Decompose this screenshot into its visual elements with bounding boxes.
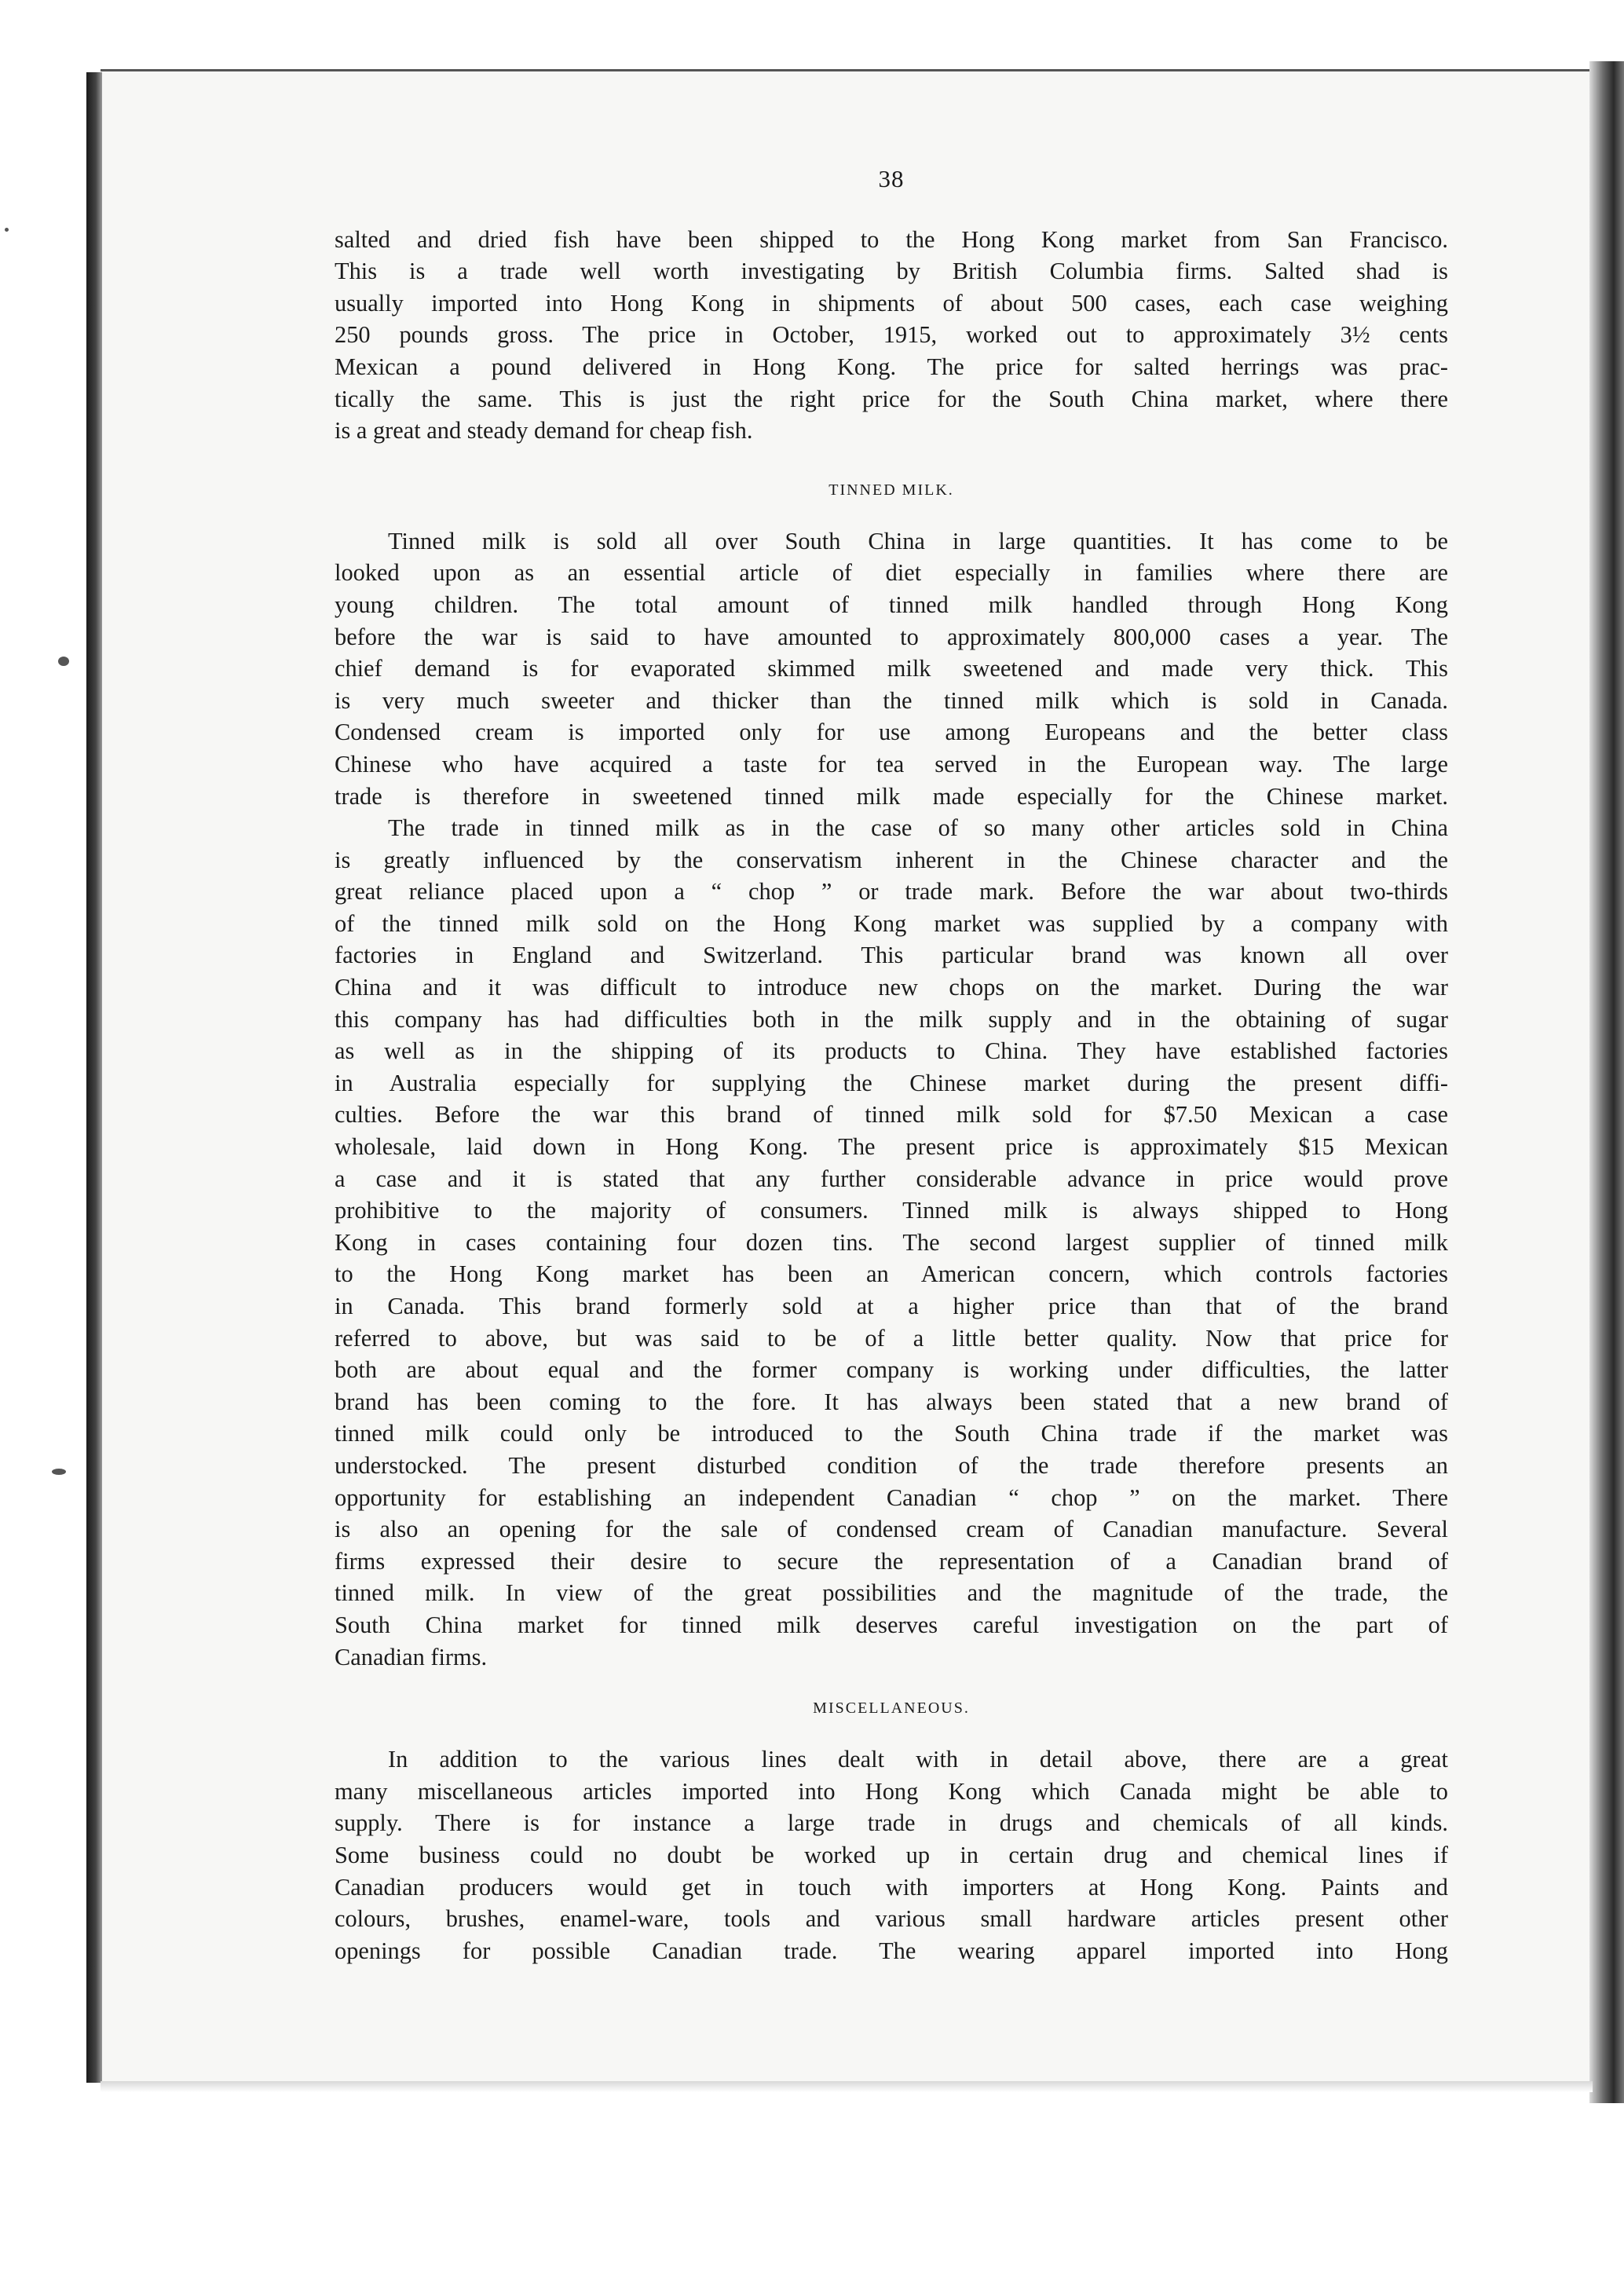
text-line: brand has been coming to the fore. It has always been stated that a new brand of xyxy=(335,1388,1448,1415)
text-line: Mexican a pound delivered in Hong Kong. The price for salted herrings was prac- xyxy=(335,353,1448,380)
text-line: young children. The total amount of tinned milk handled through Hong Kong xyxy=(335,591,1448,618)
page-text xyxy=(335,163,1448,1967)
text-line: Some business could no doubt be worked up in certain drug and chemical lines if xyxy=(335,1841,1448,1868)
text-line: culties. Before the war this brand of tinned milk sold for $7.50 Mexican a case xyxy=(335,1101,1448,1129)
text-line: is also an opening for the sale of condensed cream of Canadian manufacture. Several xyxy=(335,1516,1448,1543)
scan-left-border xyxy=(86,72,102,2083)
scan-bottom-shadow xyxy=(101,2081,1593,2092)
text-line: chief demand is for evaporated skimmed milk sweetened and made very thick. This xyxy=(335,655,1448,682)
text-line: tically the same. This is just the right price for the South China market, where there xyxy=(335,385,1448,412)
scan-speck xyxy=(52,1469,66,1475)
text-line: opportunity for establishing an independent Canadian “ chop ” on the market. There xyxy=(335,1484,1448,1511)
text-line: colours, brushes, enamel-ware, tools and various small hardware articles present other xyxy=(335,1905,1448,1933)
text-line: prohibitive to the majority of consumers. Tinned milk is always shipped to Hong xyxy=(335,1197,1448,1224)
text-line: Chinese who have acquired a taste for tea served in the European way. The large xyxy=(335,750,1448,777)
miscellaneous-paragraph xyxy=(335,1743,1448,1967)
page-number: 38 xyxy=(878,165,905,192)
text-line: looked upon as an essential article of diet especially in families where there are xyxy=(335,559,1448,587)
text-line: trade is therefore in sweetened tinned milk made especially for the Chinese market. xyxy=(335,782,1448,810)
section-heading-tinned-milk: TINNED MILK. xyxy=(828,481,954,499)
text-line: of the tinned milk sold on the Hong Kong market was supplied by a company with xyxy=(335,909,1448,937)
text-line: This is a trade well worth investigating by British Columbia firms. Salted shad is xyxy=(335,258,1448,285)
scan-speck xyxy=(58,657,69,666)
text-line: supply. There is for instance a large trade in drugs and chemicals of all kinds. xyxy=(335,1809,1448,1837)
scan-binding-edge xyxy=(1589,61,1624,2103)
text-line: Canadian firms. xyxy=(335,1643,488,1670)
text-line: understocked. The present disturbed condition of the trade therefore presents an xyxy=(335,1451,1448,1479)
text-line: as well as in the shipping of its products to China. They have established factories xyxy=(335,1037,1448,1065)
text-line: a case and it is stated that any further considerable advance in price would prove xyxy=(335,1165,1448,1192)
text-line: openings for possible Canadian trade. The wearing apparel imported into Hong xyxy=(335,1937,1448,1964)
text-line: is greatly influenced by the conservatism inherent in the Chinese character and the xyxy=(335,846,1448,873)
text-line: before the war is said to have amounted to approximately 800,000 cases a year. The xyxy=(335,623,1448,650)
tinned-milk-paragraph-1 xyxy=(335,525,1448,812)
text-line: is a great and steady demand for cheap fish. xyxy=(335,417,753,445)
text-line: The trade in tinned milk as in the case of so many other articles sold in China xyxy=(388,814,1448,842)
text-line: In addition to the various lines dealt with in detail above, there are a great xyxy=(388,1746,1448,1773)
text-line: in Canada. This brand formerly sold at a higher price than that of the brand xyxy=(335,1293,1448,1319)
intro-paragraph xyxy=(335,224,1448,447)
text-line: Kong in cases containing four dozen tins. The second largest supplier of tinned milk xyxy=(335,1228,1448,1256)
text-line: to the Hong Kong market has been an American concern, which controls factories xyxy=(335,1260,1448,1288)
text-line: 250 pounds gross. The price in October, 1915, worked out to approximately 3½ cents xyxy=(335,321,1448,349)
text-line: China and it was difficult to introduce new chops on the market. During the war xyxy=(335,974,1448,1001)
text-line: in Australia especially for supplying the Chinese market during the present diffi- xyxy=(335,1069,1448,1096)
text-line: this company has had difficulties both in the milk supply and in the obtaining of sugar xyxy=(335,1005,1448,1033)
text-line: many miscellaneous articles imported into Hong Kong which Canada might be able to xyxy=(335,1777,1448,1805)
text-line: firms expressed their desire to secure the representation of a Canadian brand of xyxy=(335,1547,1448,1575)
section-heading-miscellaneous: MISCELLANEOUS. xyxy=(813,1699,970,1718)
text-line: Condensed cream is imported only for use among Europeans and the better class xyxy=(335,719,1448,746)
text-line: tinned milk. In view of the great possibilities and the magnitude of the trade, the xyxy=(335,1579,1448,1607)
text-line: salted and dried fish have been shipped to the Hong Kong market from San Francisco. xyxy=(335,225,1448,253)
text-line: usually imported into Hong Kong in shipments of about 500 cases, each case weighing xyxy=(335,289,1448,316)
text-line: both are about equal and the former company is working under difficulties, the latter xyxy=(335,1356,1448,1384)
text-line: tinned milk could only be introduced to the South China trade if the market was xyxy=(335,1420,1448,1447)
text-line: Tinned milk is sold all over South China in large quantities. It has come to be xyxy=(388,527,1448,554)
text-line: referred to above, but was said to be of a little better quality. Now that price for xyxy=(335,1324,1448,1352)
tinned-milk-paragraph-2 xyxy=(335,812,1448,1673)
text-line: factories in England and Switzerland. This particular brand was known all over xyxy=(335,942,1448,969)
text-line: great reliance placed upon a “ chop ” or trade mark. Before the war about two-thirds xyxy=(335,878,1448,906)
text-line: Canadian producers would get in touch with importers at Hong Kong. Paints and xyxy=(335,1873,1448,1901)
text-line: South China market for tinned milk deserves careful investigation on the part of xyxy=(335,1611,1448,1638)
text-line: is very much sweeter and thicker than the tinned milk which is sold in Canada. xyxy=(335,686,1448,714)
scan-speck xyxy=(5,228,9,232)
text-line: wholesale, laid down in Hong Kong. The present price is approximately $15 Mexican xyxy=(335,1133,1448,1161)
